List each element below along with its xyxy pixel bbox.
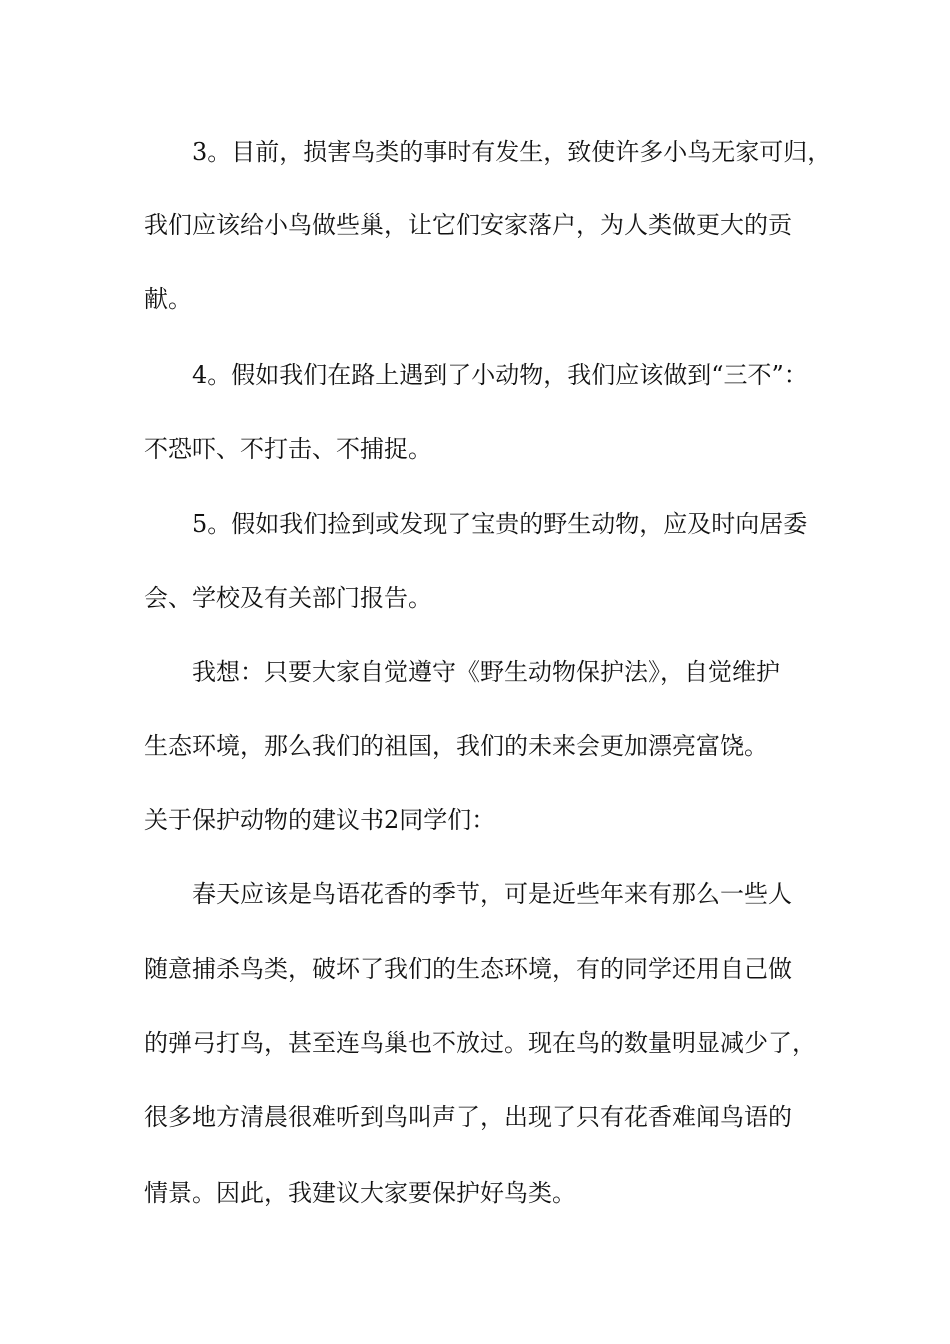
body-paragraph-line-1: 春天应该是鸟语花香的季节，可是近些年来有那么一些人 bbox=[192, 880, 792, 908]
paragraph-5-line-1: 5。假如我们捡到或发现了宝贵的野生动物，应及时向居委 bbox=[192, 510, 808, 538]
body-paragraph-line-4: 很多地方清晨很难听到鸟叫声了，出现了只有花香难闻鸟语的 bbox=[144, 1103, 792, 1131]
paragraph-3-line-3: 献。 bbox=[144, 285, 192, 313]
paragraph-4-line-1: 4。假如我们在路上遇到了小动物，我们应该做到“三不”： bbox=[192, 361, 808, 389]
conclusion-line-2: 生态环境，那么我们的祖国，我们的未来会更加漂亮富饶。 bbox=[144, 732, 768, 760]
body-paragraph-line-2: 随意捕杀鸟类，破坏了我们的生态环境，有的同学还用自己做 bbox=[144, 955, 792, 983]
paragraph-4-line-2: 不恐吓、不打击、不捕捉。 bbox=[144, 435, 432, 463]
body-paragraph-line-5: 情景。因此，我建议大家要保护好鸟类。 bbox=[144, 1179, 576, 1207]
paragraph-3-line-1: 3。目前，损害鸟类的事时有发生，致使许多小鸟无家可归， bbox=[192, 138, 832, 166]
conclusion-line-1: 我想：只要大家自觉遵守《野生动物保护法》，自觉维护 bbox=[192, 658, 780, 686]
body-paragraph-line-3: 的弹弓打鸟，甚至连鸟巢也不放过。现在鸟的数量明显减少了， bbox=[144, 1029, 816, 1057]
paragraph-3-line-2: 我们应该给小鸟做些巢，让它们安家落户，为人类做更大的贡 bbox=[144, 211, 792, 239]
section-heading: 关于保护动物的建议书2同学们： bbox=[144, 806, 496, 834]
paragraph-5-line-2: 会、学校及有关部门报告。 bbox=[144, 584, 432, 612]
